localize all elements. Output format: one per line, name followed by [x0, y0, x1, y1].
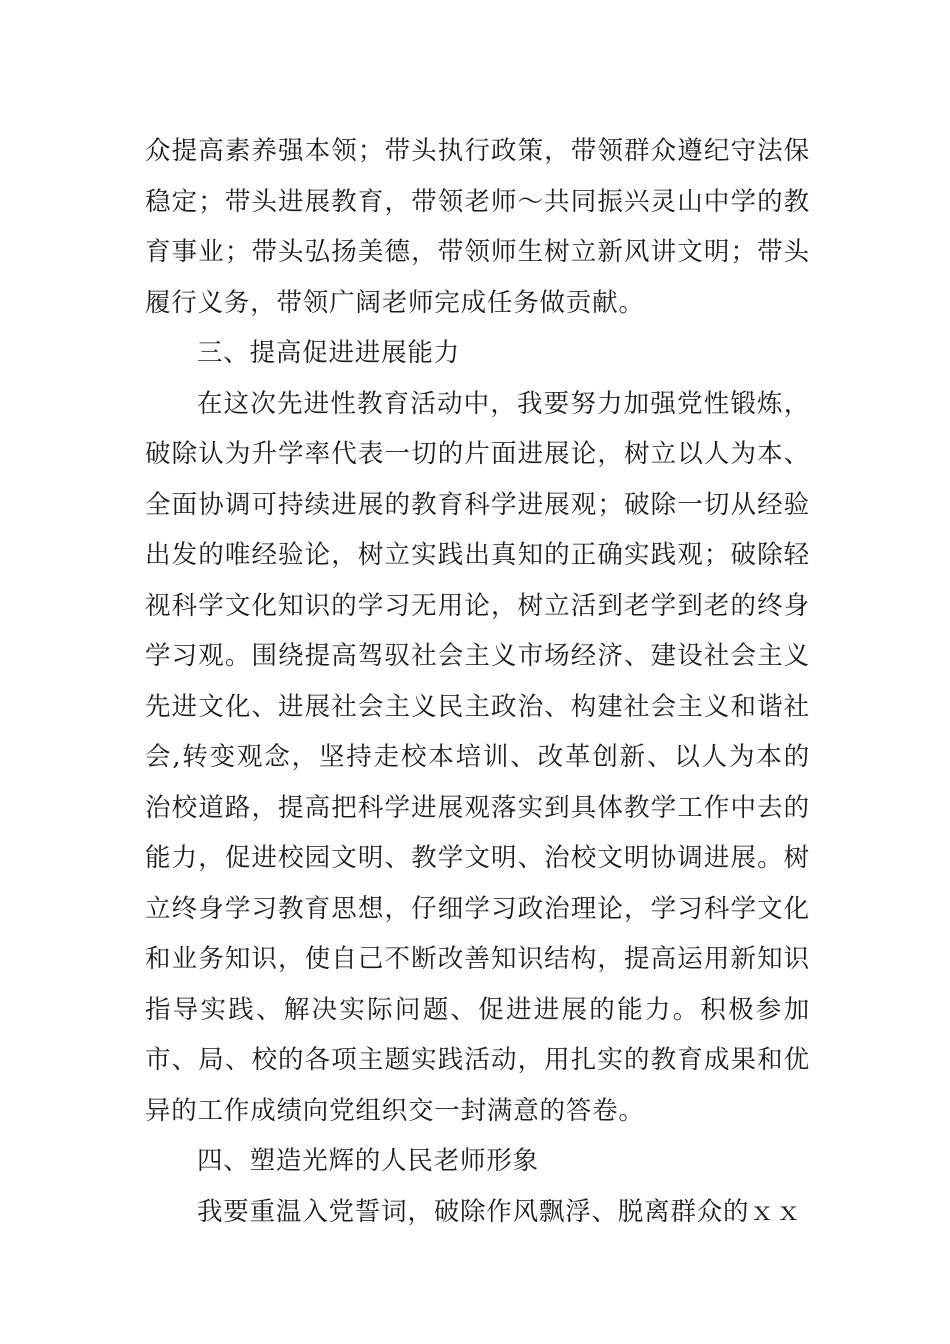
paragraph-section-4-body: 我要重温入党誓词，破除作风飘浮、脱离群众的ｘｘ — [197, 1196, 802, 1227]
section-heading-3: 三、提高促进进展能力 — [197, 338, 461, 368]
paragraph-section-3-body: 在这次先进性教育活动中，我要努力加强党性锻炼，破除认为升学率代表一切的片面进展论，树立以人为本、全面协调可持续进展的教育科学进展观；破除一切从经验出发的唯经验论，树立实践出真知的正确实践观；破除轻视科学文化知识的学习无用论，树立活到老学到老的终身学习观。围绕提高驾驭社会主义市场经济、建设社会主义先进文化、进展社会主义民主政治、构建社会主义和谐社会,转变观念，坚持走校本培训、改革创新、以人为本的治校道路，提高把科学进展观落实到具体教学工作中去的能力，促进校园文明、教学文明、治校文明协调进展。树立终身学习教育思想，仔细学习政治理论，学习科学文化和业务知识，使自己不断改善知识结构，提高运用新知识指导实践、解决实际问题、促进进展的能力。积极参加市、局、校的各项主题实践活动，用扎实的教育成果和优异的工作成绩向党组织交一封满意的答卷。 — [145, 388, 810, 1126]
document-body — [145, 126, 810, 1237]
paragraph-continuation: 众提高素养强本领；带头执行政策，带领群众遵纪守法保稳定；带头进展教育，带领老师～共同振兴灵山中学的教育事业；带头弘扬美德，带领师生树立新风讲文明；带头履行义务，带领广阔老师完成任务做贡献。 — [145, 136, 810, 318]
section-heading-4: 四、塑造光辉的人民老师形象 — [197, 1146, 539, 1176]
